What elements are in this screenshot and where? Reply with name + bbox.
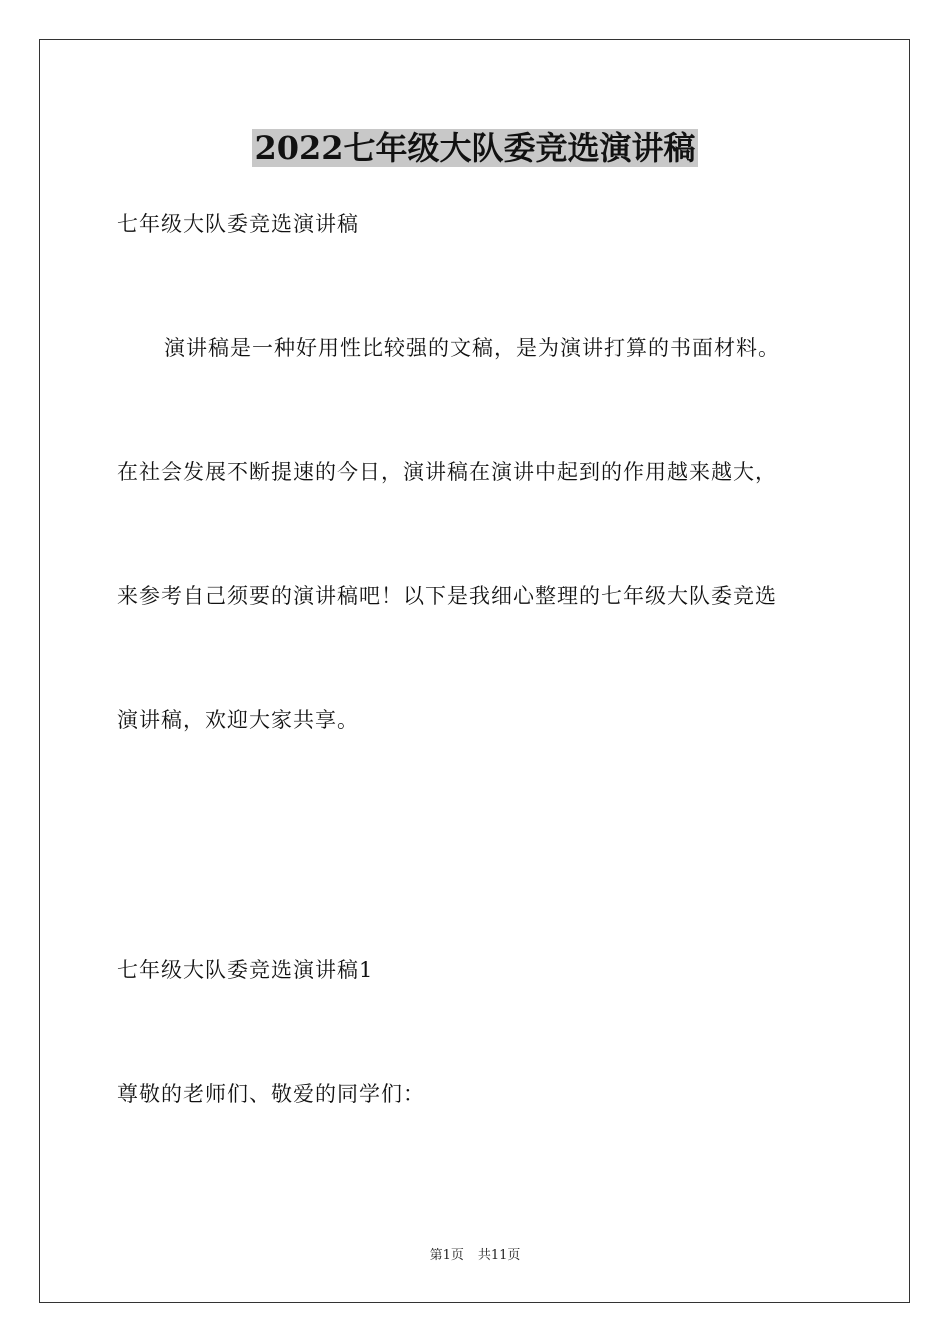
page-footer (0, 1247, 950, 1265)
greeting: 尊敬的老师们、敬爱的同学们： (117, 1082, 425, 1106)
subtitle: 七年级大队委竞选演讲稿 (117, 212, 359, 236)
document-title-text: 2022七年级大队委竞选演讲稿 (254, 129, 696, 167)
paragraph-line-3: 来参考自己须要的演讲稿吧！以下是我细心整理的七年级大队委竞选 (117, 584, 777, 608)
section-heading: 七年级大队委竞选演讲稿1 (117, 958, 374, 982)
paragraph-line-1: 演讲稿是一种好用性比较强的文稿，是为演讲打算的书面材料。 (164, 336, 780, 360)
document-title (0, 128, 950, 168)
page-total: 共11页 (477, 1248, 521, 1263)
page-number: 第1页 (429, 1248, 464, 1263)
paragraph-line-2: 在社会发展不断提速的今日，演讲稿在演讲中起到的作用越来越大， (117, 460, 777, 484)
paragraph-line-4: 演讲稿，欢迎大家共享。 (117, 708, 359, 732)
